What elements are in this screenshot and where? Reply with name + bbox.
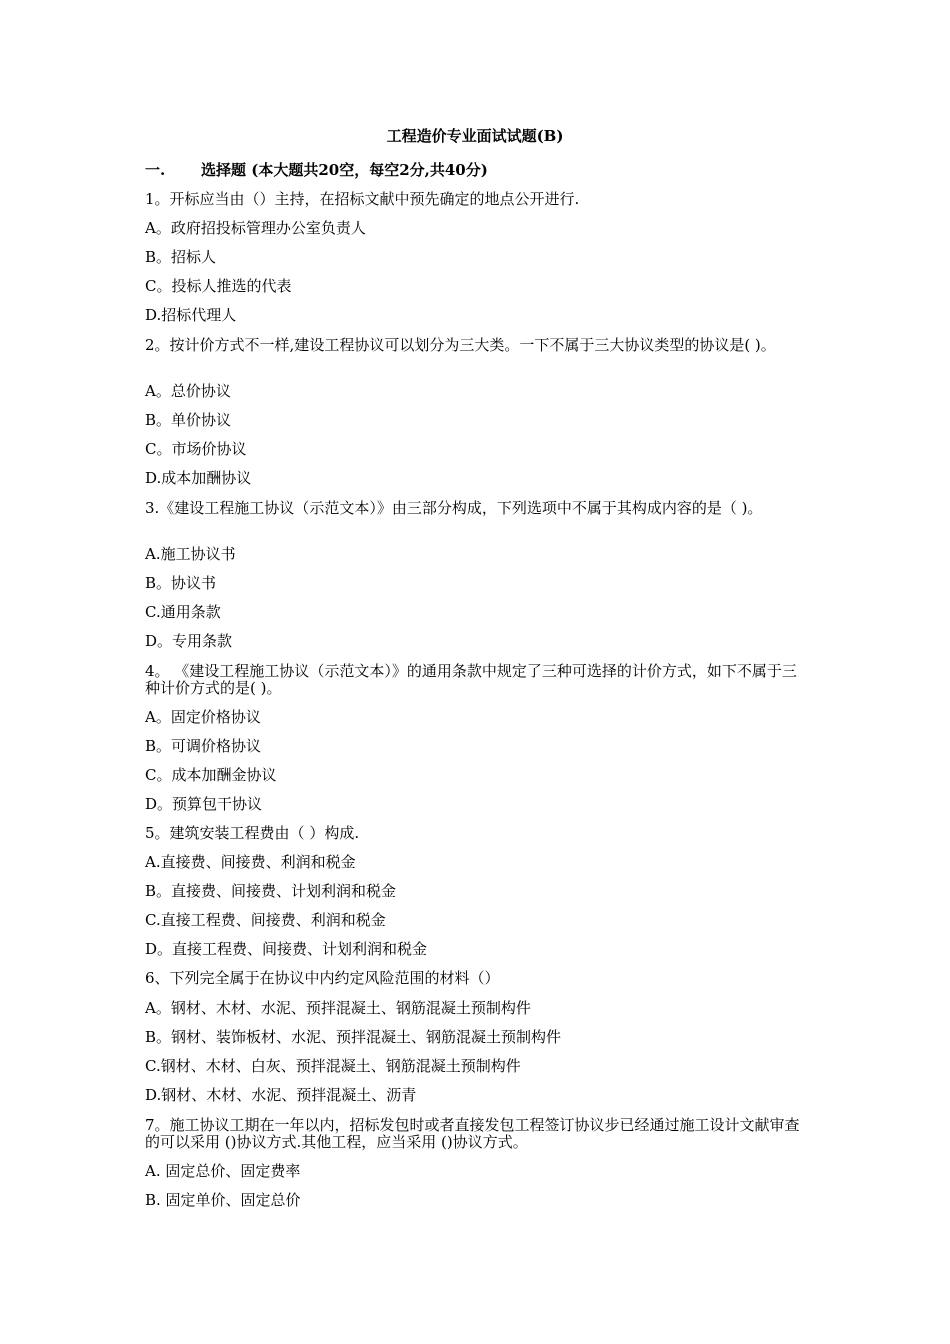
question-5-option-d: D。直接工程费、间接费、计划利润和税金 bbox=[145, 940, 428, 958]
question-6-option-b: B。钢材、装饰板材、水泥、预拌混凝土、钢筋混凝土预制构件 bbox=[145, 1028, 562, 1046]
question-5-option-c: C.直接工程费、间接费、利润和税金 bbox=[145, 911, 386, 929]
question-4-option-a: A。固定价格协议 bbox=[145, 708, 261, 726]
question-5-text: 5。建筑安装工程费由（ ）构成. bbox=[145, 824, 360, 842]
section-heading bbox=[145, 161, 488, 179]
question-6-option-d: D.钢材、木材、水泥、预拌混凝土、沥青 bbox=[145, 1086, 417, 1104]
question-4-option-c: C。成本加酬金协议 bbox=[145, 766, 277, 784]
question-3-option-d: D。专用条款 bbox=[145, 632, 233, 650]
question-1-option-b: B。招标人 bbox=[145, 248, 217, 266]
question-6-option-a: A。钢材、木材、水泥、预拌混凝土、钢筋混凝土预制构件 bbox=[145, 999, 531, 1017]
question-3-option-b: B。协议书 bbox=[145, 574, 217, 592]
question-1-option-c: C。投标人推选的代表 bbox=[145, 277, 292, 295]
question-2-option-a: A。总价协议 bbox=[145, 382, 231, 400]
question-2-option-b: B。单价协议 bbox=[145, 411, 232, 429]
question-2-option-c: C。市场价协议 bbox=[145, 440, 247, 458]
question-3-option-a: A.施工协议书 bbox=[145, 545, 236, 563]
question-4-option-b: B。可调价格协议 bbox=[145, 737, 262, 755]
question-3-option-c: C.通用条款 bbox=[145, 603, 221, 621]
question-1-text: 1。开标应当由（）主持，在招标文献中预先确定的地点公开进行. bbox=[145, 190, 580, 208]
question-2-option-d: D.成本加酬协议 bbox=[145, 469, 252, 487]
document-title: 工程造价专业面试试题(B) bbox=[386, 127, 564, 145]
section-number: 一. bbox=[145, 161, 166, 179]
question-3-text: 3.《建设工程施工协议（示范文本）》由三部分构成，下列选项中不属于其构成内容的是（ )。 bbox=[145, 499, 763, 517]
question-7-text: 7。施工协议工期在一年以内，招标发包时或者直接发包工程签订协议步已经通过施工设计文献审查的可以采用 ()协议方式.其他工程，应当采用 ()协议方式。 bbox=[145, 1116, 800, 1151]
question-1-option-d: D.招标代理人 bbox=[145, 306, 237, 324]
question-6-option-c: C.钢材、木材、白灰、预拌混凝土、钢筋混凝土预制构件 bbox=[145, 1057, 521, 1075]
question-7-option-b: B. 固定单价、固定总价 bbox=[145, 1191, 301, 1209]
section-label: 选择题 (本大题共20空，每空2分,共40分) bbox=[201, 161, 488, 179]
question-1-option-a: A。政府招投标管理办公室负责人 bbox=[145, 219, 366, 237]
question-2-text: 2。按计价方式不一样,建设工程协议可以划分为三大类。一下不属于三大协议类型的协议是( )。 bbox=[145, 336, 776, 354]
question-5-option-a: A.直接费、间接费、利润和税金 bbox=[145, 853, 356, 871]
question-4-option-d: D。预算包干协议 bbox=[145, 795, 263, 813]
question-5-option-b: B。直接费、间接费、计划利润和税金 bbox=[145, 882, 397, 900]
question-6-text: 6、下列完全属于在协议中内约定风险范围的材料（） bbox=[145, 969, 500, 987]
question-7-option-a: A. 固定总价、固定费率 bbox=[145, 1162, 301, 1180]
question-4-text: 4。 《建设工程施工协议（示范文本）》的通用条款中规定了三种可选择的计价方式，如下不属于三种计价方式的是( )。 bbox=[145, 662, 797, 697]
